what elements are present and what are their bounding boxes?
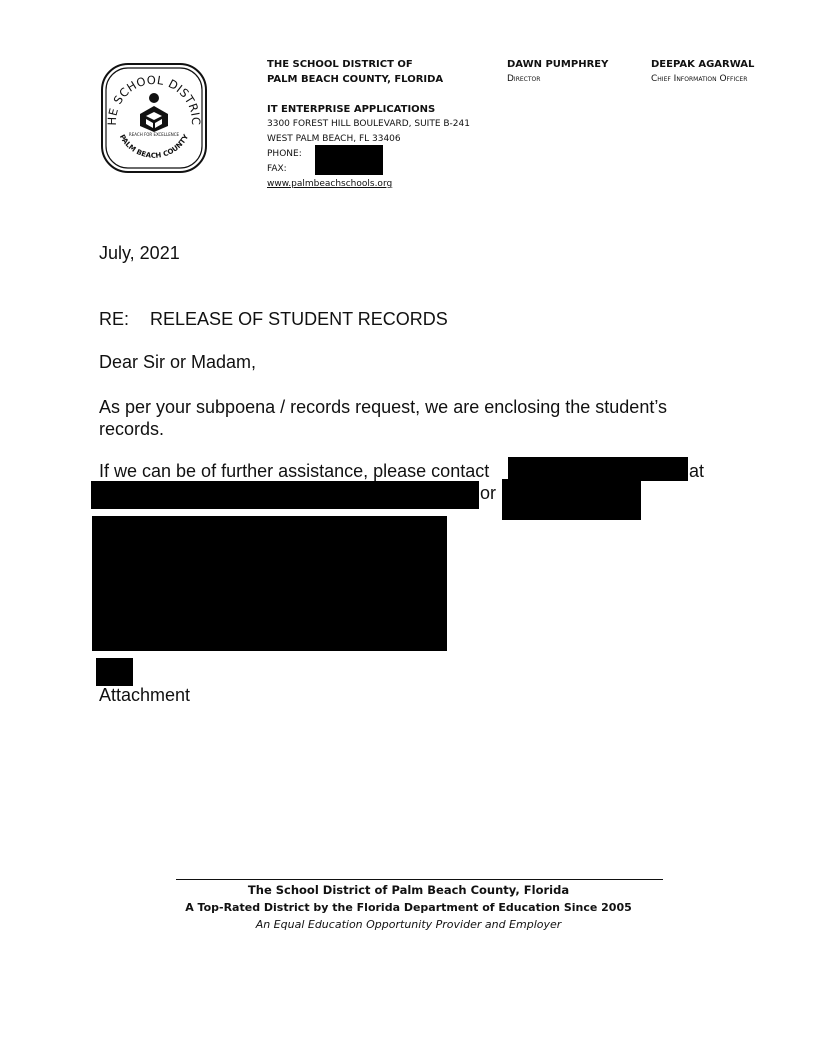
re-label: RE:: [99, 309, 130, 329]
address-line1: 3300 FOREST HILL BOULEVARD, SUITE B-241: [267, 119, 470, 129]
redacted-contact-phone: [502, 479, 641, 520]
paragraph-1-line-2: records.: [99, 419, 165, 439]
redacted-initials: [96, 658, 133, 686]
logo-head-icon: [149, 93, 159, 103]
department-name: IT ENTERPRISE APPLICATIONS: [267, 104, 436, 115]
attachment-label: Attachment: [99, 685, 191, 705]
cio-block: [651, 57, 754, 87]
cio-title: Chief Information Officer: [651, 74, 748, 84]
org-line2: PALM BEACH COUNTY, FLORIDA: [267, 74, 444, 85]
paragraph-2-or: or: [480, 483, 497, 503]
address-line2: WEST PALM BEACH, FL 33406: [267, 134, 401, 144]
phone-label: PHONE:: [267, 149, 302, 159]
re-line: [99, 308, 448, 330]
paragraph-1-line-1: As per your subpoena / records request, we are enclosing the student’s: [99, 397, 668, 417]
fax-label: FAX:: [267, 164, 287, 174]
redacted-phone-fax: [315, 145, 383, 175]
letterhead-org: [267, 57, 443, 87]
re-subject: RELEASE OF STUDENT RECORDS: [150, 309, 448, 329]
footer-line-1: The School District of Palm Beach County, Florida: [247, 883, 570, 897]
director-block: [507, 57, 608, 87]
salutation: Dear Sir or Madam,: [99, 352, 257, 372]
footer-rule: [176, 879, 663, 880]
logo-arc-bottom: PALM BEACH COUNTY: [117, 133, 191, 160]
paragraph-2-at: at: [689, 461, 705, 481]
letter-date: July, 2021: [99, 243, 180, 263]
redacted-contact-name: [508, 457, 688, 481]
district-logo: [100, 62, 208, 174]
redacted-contact-email: [91, 481, 479, 509]
logo-arc-top: HE SCHOOL DISTRIC: [104, 72, 204, 126]
logo-tagline: REACH FOR EXCELLENCE: [128, 132, 180, 137]
org-line1: THE SCHOOL DISTRICT OF: [267, 59, 413, 70]
paragraph-2-start: If we can be of further assistance, please contact: [99, 461, 490, 481]
footer-line-2: A Top-Rated District by the Florida Department of Education Since 2005: [185, 901, 632, 914]
redacted-signature-block: [92, 516, 447, 651]
footer: [176, 882, 641, 933]
cio-name: DEEPAK AGARWAL: [651, 59, 755, 70]
paragraph-1: [99, 396, 667, 440]
website-link[interactable]: www.palmbeachschools.org: [267, 179, 393, 189]
director-name: DAWN PUMPHREY: [507, 59, 609, 70]
footer-line-3: An Equal Education Opportunity Provider and Employer: [255, 918, 562, 931]
director-title: Director: [507, 74, 541, 84]
